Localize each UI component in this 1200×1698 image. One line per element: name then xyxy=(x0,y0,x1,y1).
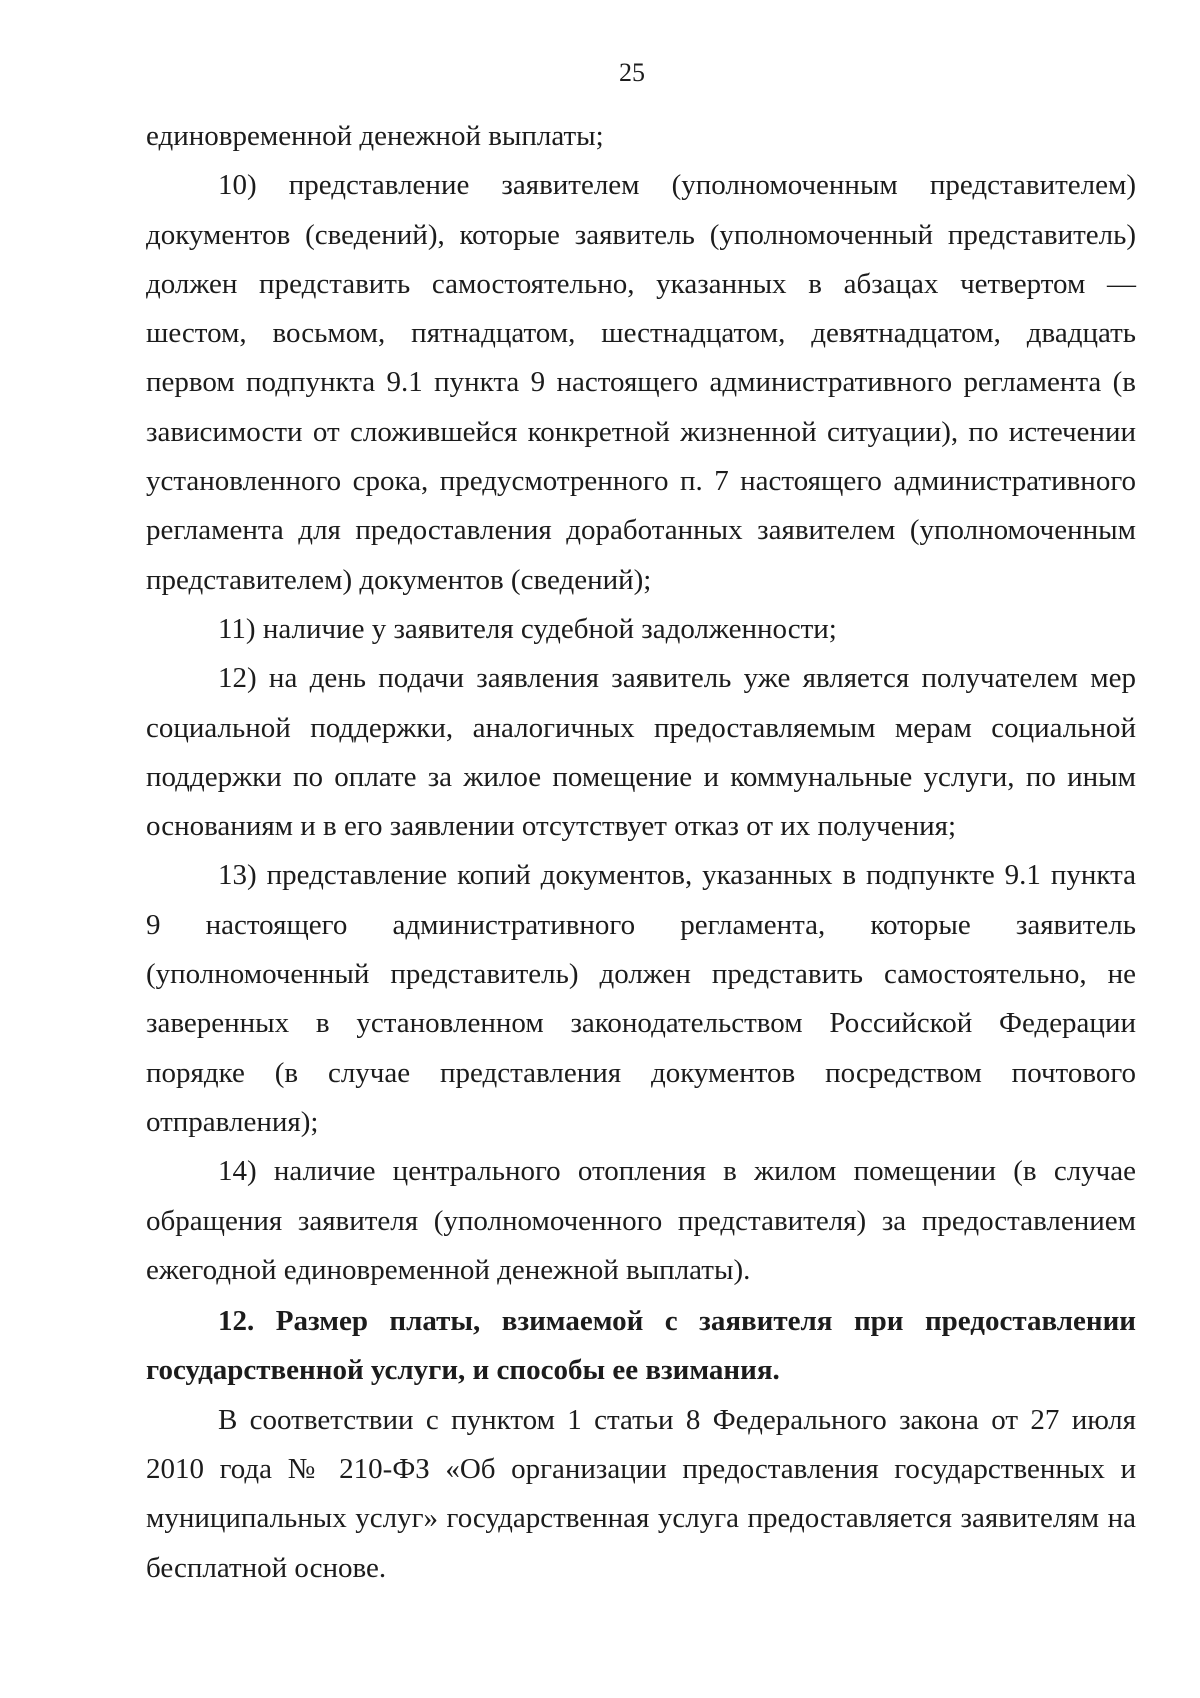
list-item-12: 12) на день подачи заявления заявитель уже является получателем мер социальной поддержки, аналогичных предоставляемым мерам социальной поддержки по оплате за жилое помещение и коммунальные услуги, по иным основаниям и в его заявлении отсутствует отказ от их получения; xyxy=(146,662,1136,843)
list-item-11: 11) наличие у заявителя судебной задолженности; xyxy=(218,612,837,645)
page-number: 25 xyxy=(619,58,645,87)
section-12-paragraph: В соответствии с пунктом 1 статьи 8 Федерального закона от 27 июля 2010 года № 210-ФЗ «Об организации предоставления государственных и муниципальных услуг» государственная услуга предоставляется заявителям на бесплатной основе. xyxy=(146,1403,1136,1584)
list-item-14: 14) наличие центрального отопления в жилом помещении (в случае обращения заявителя (уполномоченного представителя) за предоставлением ежегодной единовременной денежной выплаты). xyxy=(146,1155,1136,1286)
list-item-13: 13) представление копий документов, указанных в подпункте 9.1 пункта 9 настоящего административного регламента, которые заявитель (уполномоченный представитель) должен представить самостоятельно, не заверенных в установленном законодательством Российской Федерации порядке (в случае представления документов посредством почтового отправления); xyxy=(146,859,1136,1138)
list-item-10: 10) представление заявителем (уполномоченным представителем) документов (сведений), которые заявитель (уполномоченный представитель) должен представить самостоятельно, указанных в абзацах четвертом — шестом, восьмом, пятнадцатом, шестнадцатом, девятнадцатом, двадцать первом подпункта 9.1 пункта 9 настоящего административного регламента (в зависимости от сложившейся конкретной жизненной ситуации), по истечении установленного срока, предусмотренного п. 7 настоящего административного регламента для предоставления доработанных заявителем (уполномоченным представителем) документов (сведений); xyxy=(146,169,1136,596)
section-heading-12: 12. Размер платы, взимаемой с заявителя при предоставлении государственной услуги, и способы ее взимания. xyxy=(146,1305,1136,1387)
document-body xyxy=(146,112,1136,1593)
paragraph-continuation: единовременной денежной выплаты; xyxy=(146,120,604,152)
